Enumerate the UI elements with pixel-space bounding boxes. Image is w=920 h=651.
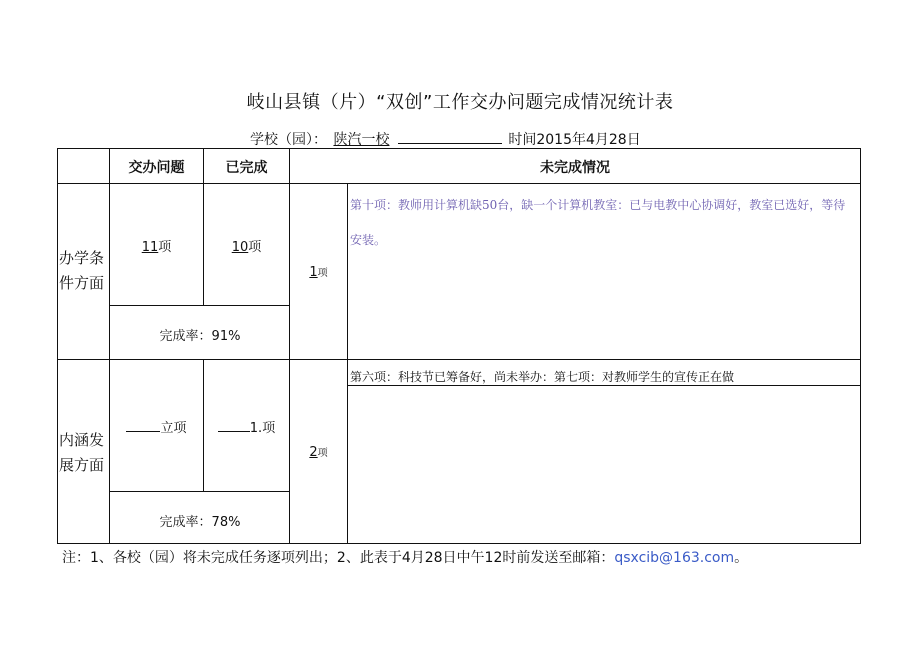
footer-end: 。 [734, 550, 749, 566]
row1-completed-unit: 项 [248, 240, 262, 255]
row2-rate: 完成率：78% [159, 515, 241, 530]
row2-assigned-unit: 立项 [160, 421, 187, 436]
row1-incomplete-unit: 项 [317, 268, 328, 279]
row1-incomplete-num: 1 [309, 265, 318, 280]
row2-completed-num: 1. [249, 421, 263, 436]
row1-category-line1: 办学条 [59, 249, 105, 267]
row2-completed-blank [218, 419, 250, 432]
row2-completed [204, 417, 289, 436]
header-assigned: 交办问题 [128, 160, 185, 176]
row2-category-line2: 展方面 [59, 456, 105, 474]
row2-incomplete [290, 444, 347, 460]
header-completed: 已完成 [225, 160, 268, 176]
row2-assigned [110, 417, 203, 436]
row2-note: 第六项：科技节已筹备好，尚未举办：第七项：对教师学生的宣传正在做 [350, 370, 735, 384]
row2-incomplete-unit: 项 [317, 448, 328, 459]
row1-assigned [110, 236, 203, 255]
row1-completed [204, 236, 289, 255]
blank-underline [398, 131, 502, 144]
row1-category-line2: 件方面 [59, 274, 105, 292]
row2-category-line1: 内涵发 [59, 431, 105, 449]
row1-category [59, 246, 109, 296]
row2-assigned-blank [126, 419, 160, 432]
row1-assigned-unit: 项 [158, 240, 172, 255]
row1-assigned-num: 11 [141, 240, 159, 255]
page-title: 岐山县镇（片）“双创”工作交办问题完成情况统计表 [246, 92, 674, 113]
row1-incomplete [290, 264, 347, 280]
footer-text: 注：1、各校（园）将未完成任务逐项列出；2、此表于4月28日中午12时前发送至邮箱： [62, 550, 615, 566]
school-line [250, 129, 641, 149]
row1-rate: 完成率：91% [159, 329, 241, 344]
footer-note [62, 547, 748, 567]
school-label: 学校（园）： [250, 132, 327, 148]
row1-completed-num: 10 [231, 240, 249, 255]
row1-note: 第十项：教师用计算机缺50台，缺一个计算机教室：已与电教中心协调好，教室已选好，等待安装。 [350, 198, 846, 247]
footer-email: qsxcib@163.com [614, 550, 735, 566]
row2-category [59, 428, 109, 478]
school-name: 陕汽一校 [333, 132, 390, 148]
row2-completed-unit: 项 [262, 421, 276, 436]
row2-incomplete-num: 2 [309, 445, 318, 460]
time-label: 时间2015年4月28日 [508, 132, 641, 148]
header-incomplete: 未完成情况 [540, 160, 610, 176]
